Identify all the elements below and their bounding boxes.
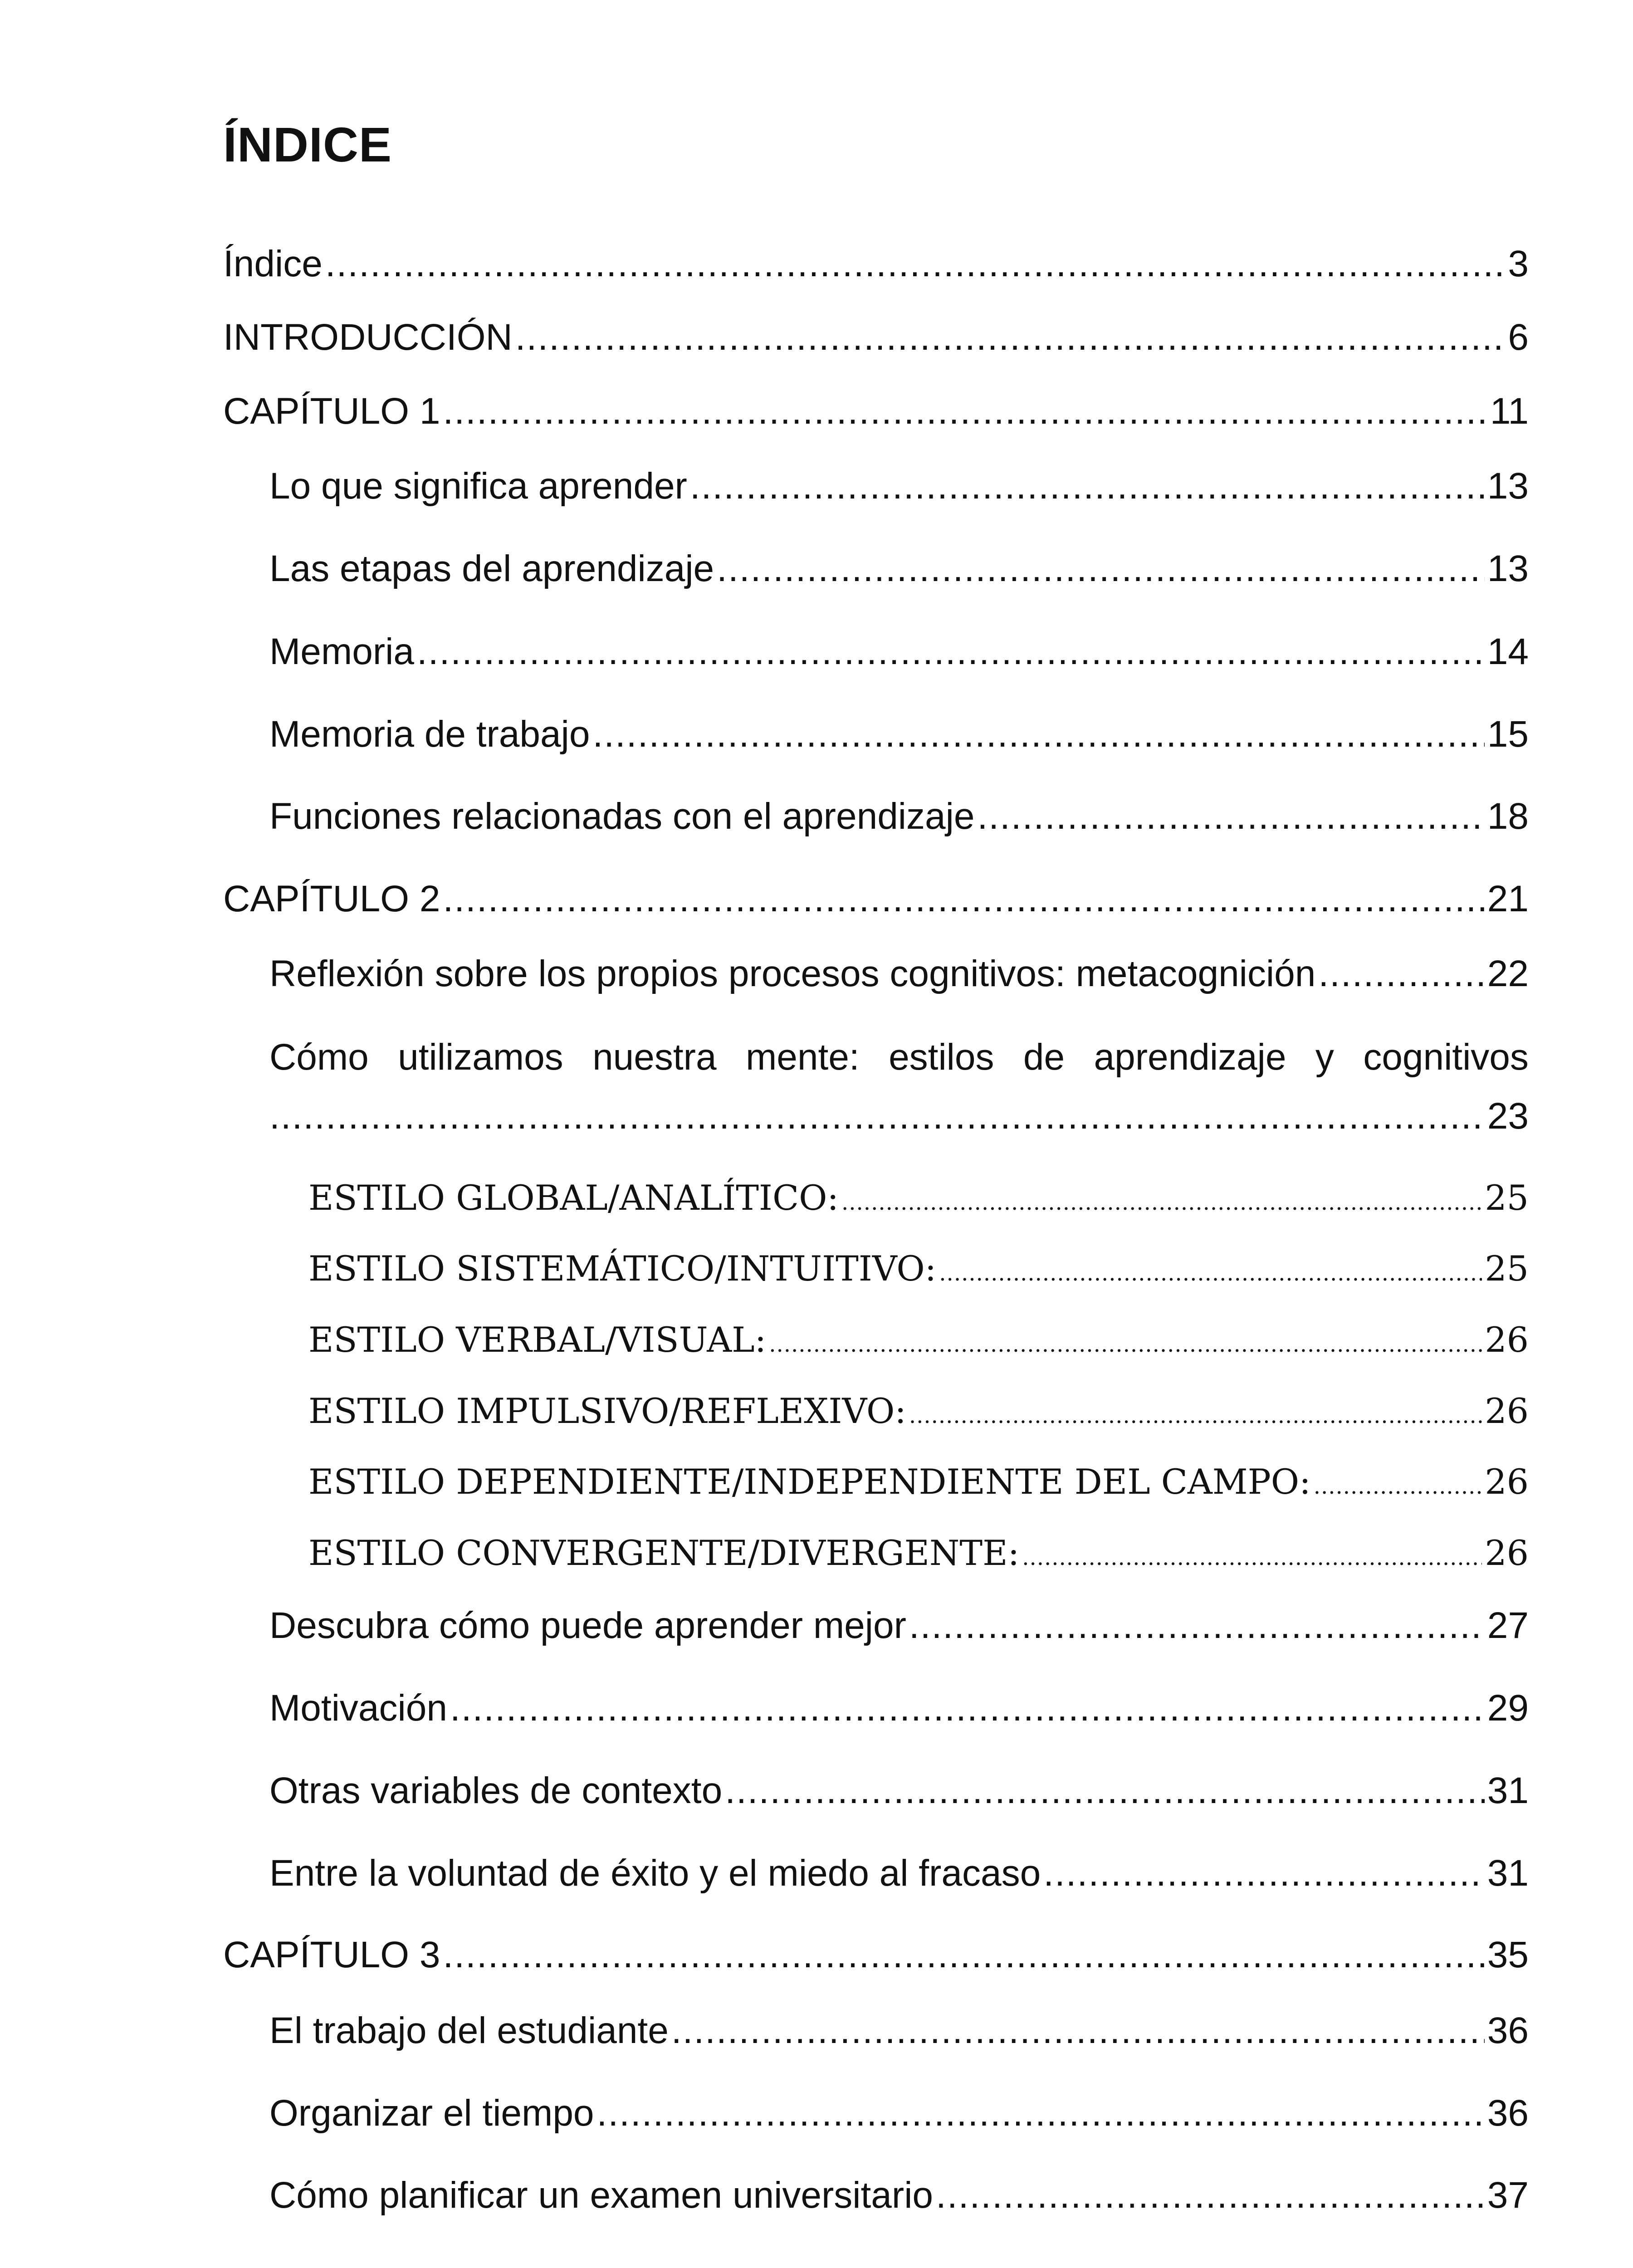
title-word: utilizamos bbox=[398, 1036, 563, 1078]
dot-leader bbox=[671, 2009, 1485, 2052]
toc-entry-title: ESTILO IMPULSIVO/REFLEXIVO: bbox=[308, 1391, 906, 1431]
toc-entry-capitulo-2[interactable] bbox=[223, 878, 1529, 920]
title-word: cognitivos bbox=[1363, 1036, 1529, 1078]
dot-leader bbox=[515, 316, 1506, 359]
toc-entry-estilo-dependiente-independiente[interactable] bbox=[308, 1461, 1529, 1502]
dot-leader bbox=[725, 1769, 1485, 1812]
toc-entry-title: Memoria bbox=[269, 631, 414, 672]
toc-entry-title: El trabajo del estudiante bbox=[269, 2010, 669, 2051]
dot-leader bbox=[939, 1261, 1482, 1286]
toc-entry-page: 27 bbox=[1487, 1605, 1529, 1646]
toc-entry-title: Descubra cómo puede aprender mejor bbox=[269, 1605, 906, 1646]
toc-entry-page: 11 bbox=[1490, 391, 1529, 432]
toc-entry-title: Otras variables de contexto bbox=[269, 1770, 723, 1811]
toc-entry-title: CAPÍTULO 2 bbox=[223, 878, 440, 919]
toc-entry-title: CAPÍTULO 1 bbox=[223, 391, 440, 432]
toc-entry-page: 18 bbox=[1487, 796, 1529, 837]
toc-entry-title: Las etapas del aprendizaje bbox=[269, 548, 714, 589]
toc-entry-indice[interactable] bbox=[223, 243, 1529, 285]
toc-entry-title bbox=[269, 1035, 1529, 1080]
toc-entry-page: 15 bbox=[1487, 714, 1529, 755]
toc-entry-memoria[interactable] bbox=[269, 631, 1529, 673]
dot-leader bbox=[936, 2174, 1485, 2217]
dot-leader bbox=[717, 547, 1485, 590]
toc-entry-reflexion[interactable] bbox=[269, 953, 1529, 995]
dot-leader bbox=[690, 465, 1485, 508]
toc-entry-entre-la-voluntad[interactable] bbox=[269, 1852, 1529, 1895]
dot-leader bbox=[269, 1094, 1485, 1139]
title-word: aprendizaje bbox=[1094, 1036, 1286, 1078]
toc-entry-page: 25 bbox=[1485, 1248, 1529, 1289]
toc-entry-title: ESTILO CONVERGENTE/DIVERGENTE: bbox=[308, 1533, 1020, 1573]
toc-entry-title: Índice bbox=[223, 243, 323, 284]
dot-leader bbox=[443, 390, 1487, 433]
toc-entry-page: 26 bbox=[1485, 1461, 1529, 1502]
toc-entry-title: Entre la voluntad de éxito y el miedo al fracaso bbox=[269, 1853, 1041, 1894]
toc-entry-title: Lo que significa aprender bbox=[269, 465, 687, 507]
toc-entry-estilo-convergente-divergente[interactable] bbox=[308, 1533, 1529, 1573]
toc-entry-otras-variables[interactable] bbox=[269, 1769, 1529, 1812]
toc-entry-estilo-sistematico-intuitivo[interactable] bbox=[308, 1248, 1529, 1289]
toc-entry-page: 35 bbox=[1487, 1934, 1529, 1975]
toc-entry-page: 13 bbox=[1487, 548, 1529, 589]
toc-entry-el-trabajo-del-estudiante[interactable] bbox=[269, 2009, 1529, 2052]
toc-entry-title: ESTILO VERBAL/VISUAL: bbox=[308, 1320, 767, 1360]
toc-entry-title: ESTILO SISTEMÁTICO/INTUITIVO: bbox=[308, 1248, 937, 1289]
toc-entry-page: 31 bbox=[1487, 1853, 1529, 1894]
toc-entry-page: 22 bbox=[1487, 953, 1529, 994]
toc-entry-page: 25 bbox=[1485, 1178, 1529, 1218]
dot-leader bbox=[841, 1190, 1482, 1215]
toc-entry-title: ESTILO DEPENDIENTE/INDEPENDIENTE DEL CAMPO: bbox=[308, 1461, 1311, 1502]
toc-entry-estilo-global-analitico[interactable] bbox=[308, 1178, 1529, 1218]
toc-entry-page: 26 bbox=[1485, 1391, 1529, 1431]
toc-entry-las-etapas-del-aprendizaje[interactable] bbox=[269, 547, 1529, 590]
toc-entry-page: 26 bbox=[1485, 1533, 1529, 1573]
toc-entry-page: 14 bbox=[1487, 631, 1529, 672]
toc-entry-title: INTRODUCCIÓN bbox=[223, 317, 513, 358]
dot-leader bbox=[1318, 953, 1484, 995]
toc-entry-page: 37 bbox=[1487, 2175, 1529, 2216]
toc-entry-title: Organizar el tiempo bbox=[269, 2092, 594, 2134]
title-word: Cómo bbox=[269, 1036, 369, 1078]
dot-leader bbox=[1314, 1474, 1482, 1499]
toc-entry-capitulo-1[interactable] bbox=[223, 390, 1529, 433]
dot-leader bbox=[443, 878, 1484, 920]
dot-leader bbox=[325, 243, 1506, 285]
toc-entry-organizar-el-tiempo[interactable] bbox=[269, 2092, 1529, 2135]
page-title: ÍNDICE bbox=[223, 117, 392, 172]
dot-leader bbox=[909, 1403, 1482, 1428]
toc-entry-funciones-relacionadas[interactable] bbox=[269, 795, 1529, 838]
toc-entry-motivacion[interactable] bbox=[269, 1687, 1529, 1730]
toc-entry-page: 36 bbox=[1487, 2092, 1529, 2134]
title-word: y bbox=[1315, 1036, 1334, 1078]
toc-entry-page: 21 bbox=[1487, 878, 1529, 919]
toc-entry-como-planificar[interactable] bbox=[269, 2174, 1529, 2217]
dot-leader bbox=[597, 2092, 1485, 2135]
dot-leader bbox=[909, 1604, 1485, 1647]
toc-entry-estilo-impulsivo-reflexivo[interactable] bbox=[308, 1391, 1529, 1431]
toc-entry-page: 26 bbox=[1485, 1320, 1529, 1360]
toc-entry-introduccion[interactable] bbox=[223, 316, 1529, 359]
toc-entry-memoria-de-trabajo[interactable] bbox=[269, 713, 1529, 756]
title-word: estilos bbox=[889, 1036, 994, 1078]
toc-entry-page: 3 bbox=[1508, 243, 1529, 284]
toc-entry-title: CAPÍTULO 3 bbox=[223, 1934, 440, 1975]
title-word: mente: bbox=[745, 1036, 860, 1078]
dot-leader bbox=[977, 795, 1484, 838]
title-word: de bbox=[1023, 1036, 1065, 1078]
dot-leader bbox=[417, 631, 1485, 673]
toc-entry-estilo-verbal-visual[interactable] bbox=[308, 1320, 1529, 1360]
dot-leader bbox=[1043, 1852, 1485, 1895]
toc-entry-title: ESTILO GLOBAL/ANALÍTICO: bbox=[308, 1178, 839, 1218]
toc-entry-como-utilizamos[interactable] bbox=[269, 1035, 1529, 1139]
toc-entry-capitulo-3[interactable] bbox=[223, 1934, 1529, 1976]
dot-leader bbox=[450, 1687, 1485, 1730]
toc-entry-page: 29 bbox=[1487, 1687, 1529, 1729]
toc-entry-page: 36 bbox=[1487, 2010, 1529, 2051]
toc-entry-page: 13 bbox=[1487, 465, 1529, 507]
dot-leader bbox=[443, 1934, 1484, 1976]
dot-leader bbox=[1022, 1545, 1482, 1570]
toc-entry-title: Reflexión sobre los propios procesos cognitivos: metacognición bbox=[269, 953, 1316, 994]
dot-leader bbox=[769, 1332, 1482, 1357]
toc-entry-page: 31 bbox=[1487, 1770, 1529, 1811]
toc-entry-title: Motivación bbox=[269, 1687, 447, 1729]
dot-leader bbox=[592, 713, 1484, 756]
title-word: nuestra bbox=[592, 1036, 717, 1078]
toc-entry-title: Funciones relacionadas con el aprendizaje bbox=[269, 796, 975, 837]
toc-entry-descubra[interactable] bbox=[269, 1604, 1529, 1647]
toc-entry-title: Cómo planificar un examen universitario bbox=[269, 2175, 934, 2216]
toc-entry-page: 23 bbox=[1487, 1095, 1529, 1137]
toc-entry-title: Memoria de trabajo bbox=[269, 714, 590, 755]
toc-entry-lo-que-significa-aprender[interactable] bbox=[269, 465, 1529, 508]
toc-entry-page: 6 bbox=[1508, 317, 1529, 358]
